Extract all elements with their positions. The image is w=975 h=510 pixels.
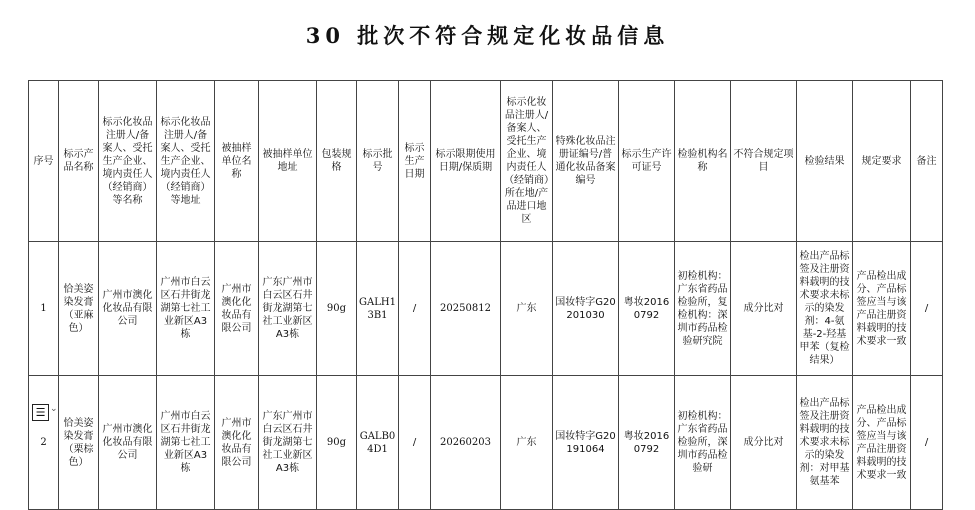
table-row [29, 242, 943, 376]
table-row [29, 376, 943, 510]
note: / [911, 376, 943, 510]
registration-number: 国妆特字G20191064 [553, 376, 619, 510]
header-cell: 序号 [29, 81, 59, 242]
header-cell: 标示批号 [357, 81, 399, 242]
header-cell: 包装规格 [317, 81, 357, 242]
product-name: 恰美姿染发膏（栗棕色） [59, 376, 99, 510]
requirement: 产品检出成分、产品标签应当与该产品注册资料载明的技术要求一致 [853, 242, 911, 376]
header-cell: 被抽样单位地址 [259, 81, 317, 242]
region: 广东 [501, 242, 553, 376]
header-cell: 被抽样单位名称 [215, 81, 259, 242]
header-cell: 标示限期使用日期/保质期 [431, 81, 501, 242]
company-name: 广州市澳化化妆品有限公司 [99, 376, 157, 510]
row-handle-icon[interactable]: ☰ [32, 404, 49, 421]
package-spec: 90g [317, 242, 357, 376]
production-license: 粤妆20160792 [619, 376, 675, 510]
nonconforming-item: 成分比对 [731, 242, 797, 376]
header-cell: 标示生产许可证号 [619, 81, 675, 242]
requirement: 产品检出成分、产品标签应当与该产品注册资料载明的技术要求一致 [853, 376, 911, 510]
header-cell: 标示化妆品注册人/备案人、受托生产企业、境内责任人（经销商）等名称 [99, 81, 157, 242]
batch-number: GALB04D1 [357, 376, 399, 510]
registration-number: 国妆特字G20201030 [553, 242, 619, 376]
region: 广东 [501, 376, 553, 510]
sampled-unit-address: 广东广州市白云区石井街龙湖第七社工业新区A3栋 [259, 376, 317, 510]
company-name: 广州市澳化化妆品有限公司 [99, 242, 157, 376]
sampled-unit-name: 广州市澳化化妆品有限公司 [215, 242, 259, 376]
header-cell: 不符合规定项目 [731, 81, 797, 242]
package-spec: 90g [317, 376, 357, 510]
expiry-date: 20250812 [431, 242, 501, 376]
company-address: 广州市白云区石井街龙湖第七社工业新区A3栋 [157, 376, 215, 510]
header-row [29, 81, 943, 242]
nonconforming-cosmetics-table [28, 80, 943, 510]
inspection-lab: 初检机构：广东省药品检验所，复检机构：深圳市药品检验研究院 [675, 242, 731, 376]
header-cell: 规定要求 [853, 81, 911, 242]
production-date: / [399, 242, 431, 376]
row-number: 1 [29, 242, 59, 376]
header-cell: 标示化妆品注册人/备案人、受托生产企业、境内责任人（经销商）所在地/产品进口地区 [501, 81, 553, 242]
expiry-date: 20260203 [431, 376, 501, 510]
header-cell: 标示产品名称 [59, 81, 99, 242]
inspection-lab: 初检机构：广东省药品检验所，深圳市药品检验研 [675, 376, 731, 510]
header-cell: 备注 [911, 81, 943, 242]
production-date: / [399, 376, 431, 510]
chevron-down-icon[interactable]: ⌄ [50, 404, 58, 414]
header-cell: 标示生产日期 [399, 81, 431, 242]
sampled-unit-name: 广州市澳化化妆品有限公司 [215, 376, 259, 510]
inspection-result: 检出产品标签及注册资料载明的技术要求未标示的染发剂：4-氨基-2-羟基甲苯（复检结果） [797, 242, 853, 376]
header-cell: 标示化妆品注册人/备案人、受托生产企业、境内责任人（经销商）等地址 [157, 81, 215, 242]
row-number: 2 [29, 376, 59, 510]
header-cell: 特殊化妆品注册证编号/普通化妆品备案编号 [553, 81, 619, 242]
inspection-result: 检出产品标签及注册资料载明的技术要求未标示的染发剂：对甲基氨基苯 [797, 376, 853, 510]
nonconforming-item: 成分比对 [731, 376, 797, 510]
batch-number: GALH13B1 [357, 242, 399, 376]
product-name: 恰美姿染发膏（亚麻色） [59, 242, 99, 376]
production-license: 粤妆20160792 [619, 242, 675, 376]
header-cell: 检验结果 [797, 81, 853, 242]
note: / [911, 242, 943, 376]
page-title: 30 批次不符合规定化妆品信息 [305, 23, 670, 48]
header-cell: 检验机构名称 [675, 81, 731, 242]
sampled-unit-address: 广东广州市白云区石井街龙湖第七社工业新区A3栋 [259, 242, 317, 376]
company-address: 广州市白云区石井街龙湖第七社工业新区A3栋 [157, 242, 215, 376]
